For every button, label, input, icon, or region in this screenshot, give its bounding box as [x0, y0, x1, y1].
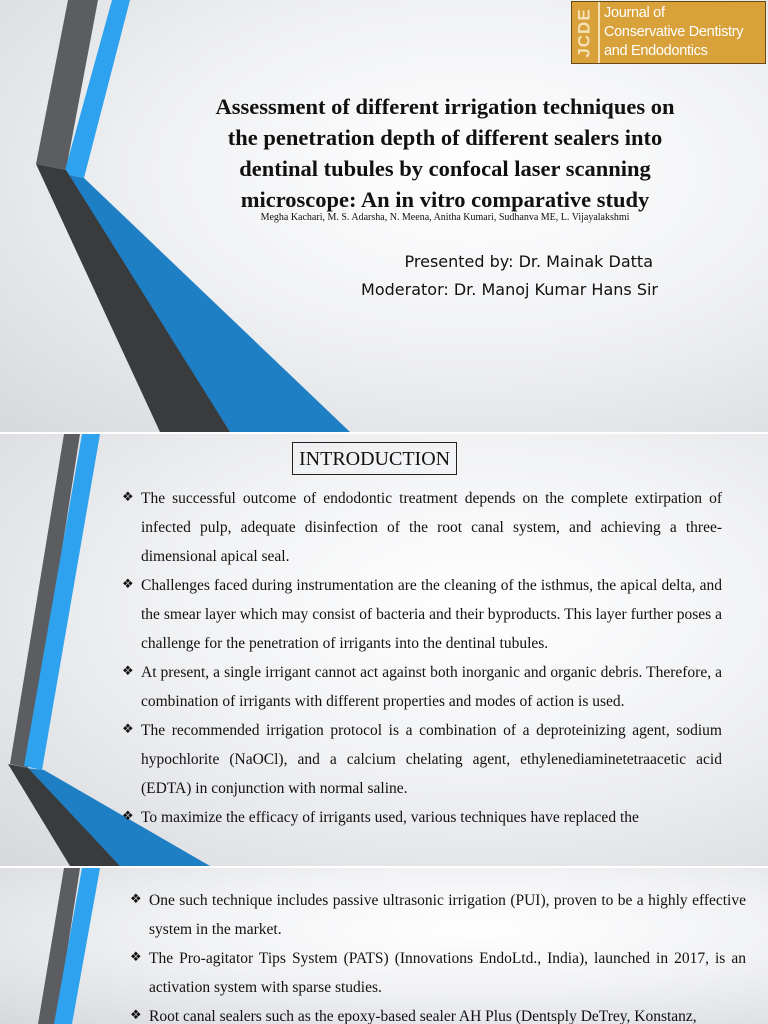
diamond-bullet-icon: ❖: [122, 664, 134, 679]
bullet-item: ❖ Challenges faced during instrumentation are the cleaning of the isthmus, the apical delta, and the smear layer which may consist of bacteria and their byproducts. This layer further poses a challenge for the penetration of irrigants into the dentinal tubules.: [122, 571, 722, 658]
logo-line: Journal of: [604, 5, 665, 21]
authors-line: Megha Kachari, M. S. Adarsha, N. Meena, Anitha Kumari, Sudhanva ME, L. Vijayalakshmi: [260, 212, 630, 223]
presentation-title: [170, 91, 720, 215]
bullet-item: ❖ The successful outcome of endodontic treatment depends on the complete extirpation of infected pulp, adequate disinfection of the root canal system, and achieving a three-dimensional apical seal.: [122, 484, 722, 571]
bullet-list: [130, 886, 746, 1024]
title-line: Assessment of different irrigation techniques on: [215, 94, 675, 119]
logo-line: Conservative Dentistry: [604, 24, 744, 40]
title-slide: [0, 0, 768, 432]
logo-line: and Endodontics: [604, 43, 708, 59]
diamond-bullet-icon: ❖: [122, 490, 134, 505]
diamond-bullet-icon: ❖: [130, 892, 142, 907]
diamond-bullet-icon: ❖: [122, 809, 134, 824]
bullet-item: ❖ The Pro-agitator Tips System (PATS) (Innovations EndoLtd., India), launched in 2017, is an activation system with sparse studies.: [130, 944, 746, 1002]
diamond-bullet-icon: ❖: [130, 1008, 142, 1023]
techniques-slide: [0, 868, 768, 1024]
section-heading: INTRODUCTION: [292, 442, 457, 475]
logo-text: [600, 4, 743, 61]
diamond-bullet-icon: ❖: [122, 722, 134, 737]
diamond-bullet-icon: ❖: [122, 577, 134, 592]
presented-by: Presented by: Dr. Mainak Datta: [404, 252, 653, 271]
title-line: dentinal tubules by confocal laser scanning: [239, 156, 651, 181]
diamond-bullet-icon: ❖: [130, 950, 142, 965]
title-line: microscope: An in vitro comparative study: [240, 187, 650, 212]
bullet-item: ❖ One such technique includes passive ultrasonic irrigation (PUI), proven to be a highly effective system in the market.: [130, 886, 746, 944]
bullet-item: ❖ Root canal sealers such as the epoxy-based sealer AH Plus (Dentsply DeTrey, Konstanz,: [130, 1002, 746, 1024]
bullet-item: ❖ The recommended irrigation protocol is a combination of a deproteinizing agent, sodium hypochlorite (NaOCl), and a calcium chelating agent, ethylenediaminetetraacetic acid (EDTA) in conjunction with normal saline.: [122, 716, 722, 803]
bullet-list: [122, 484, 722, 832]
introduction-slide: [0, 434, 768, 866]
moderator: Moderator: Dr. Manoj Kumar Hans Sir: [361, 280, 658, 299]
title-line: the penetration depth of different sealers into: [227, 125, 663, 150]
bullet-item: ❖ At present, a single irrigant cannot act against both inorganic and organic debris. Therefore, a combination of irrigants with different properties and modes of action is used.: [122, 658, 722, 716]
journal-logo: [571, 1, 766, 64]
bullet-item: ❖ To maximize the efficacy of irrigants used, various techniques have replaced the: [122, 803, 722, 832]
logo-mark: JCDE: [572, 2, 600, 63]
